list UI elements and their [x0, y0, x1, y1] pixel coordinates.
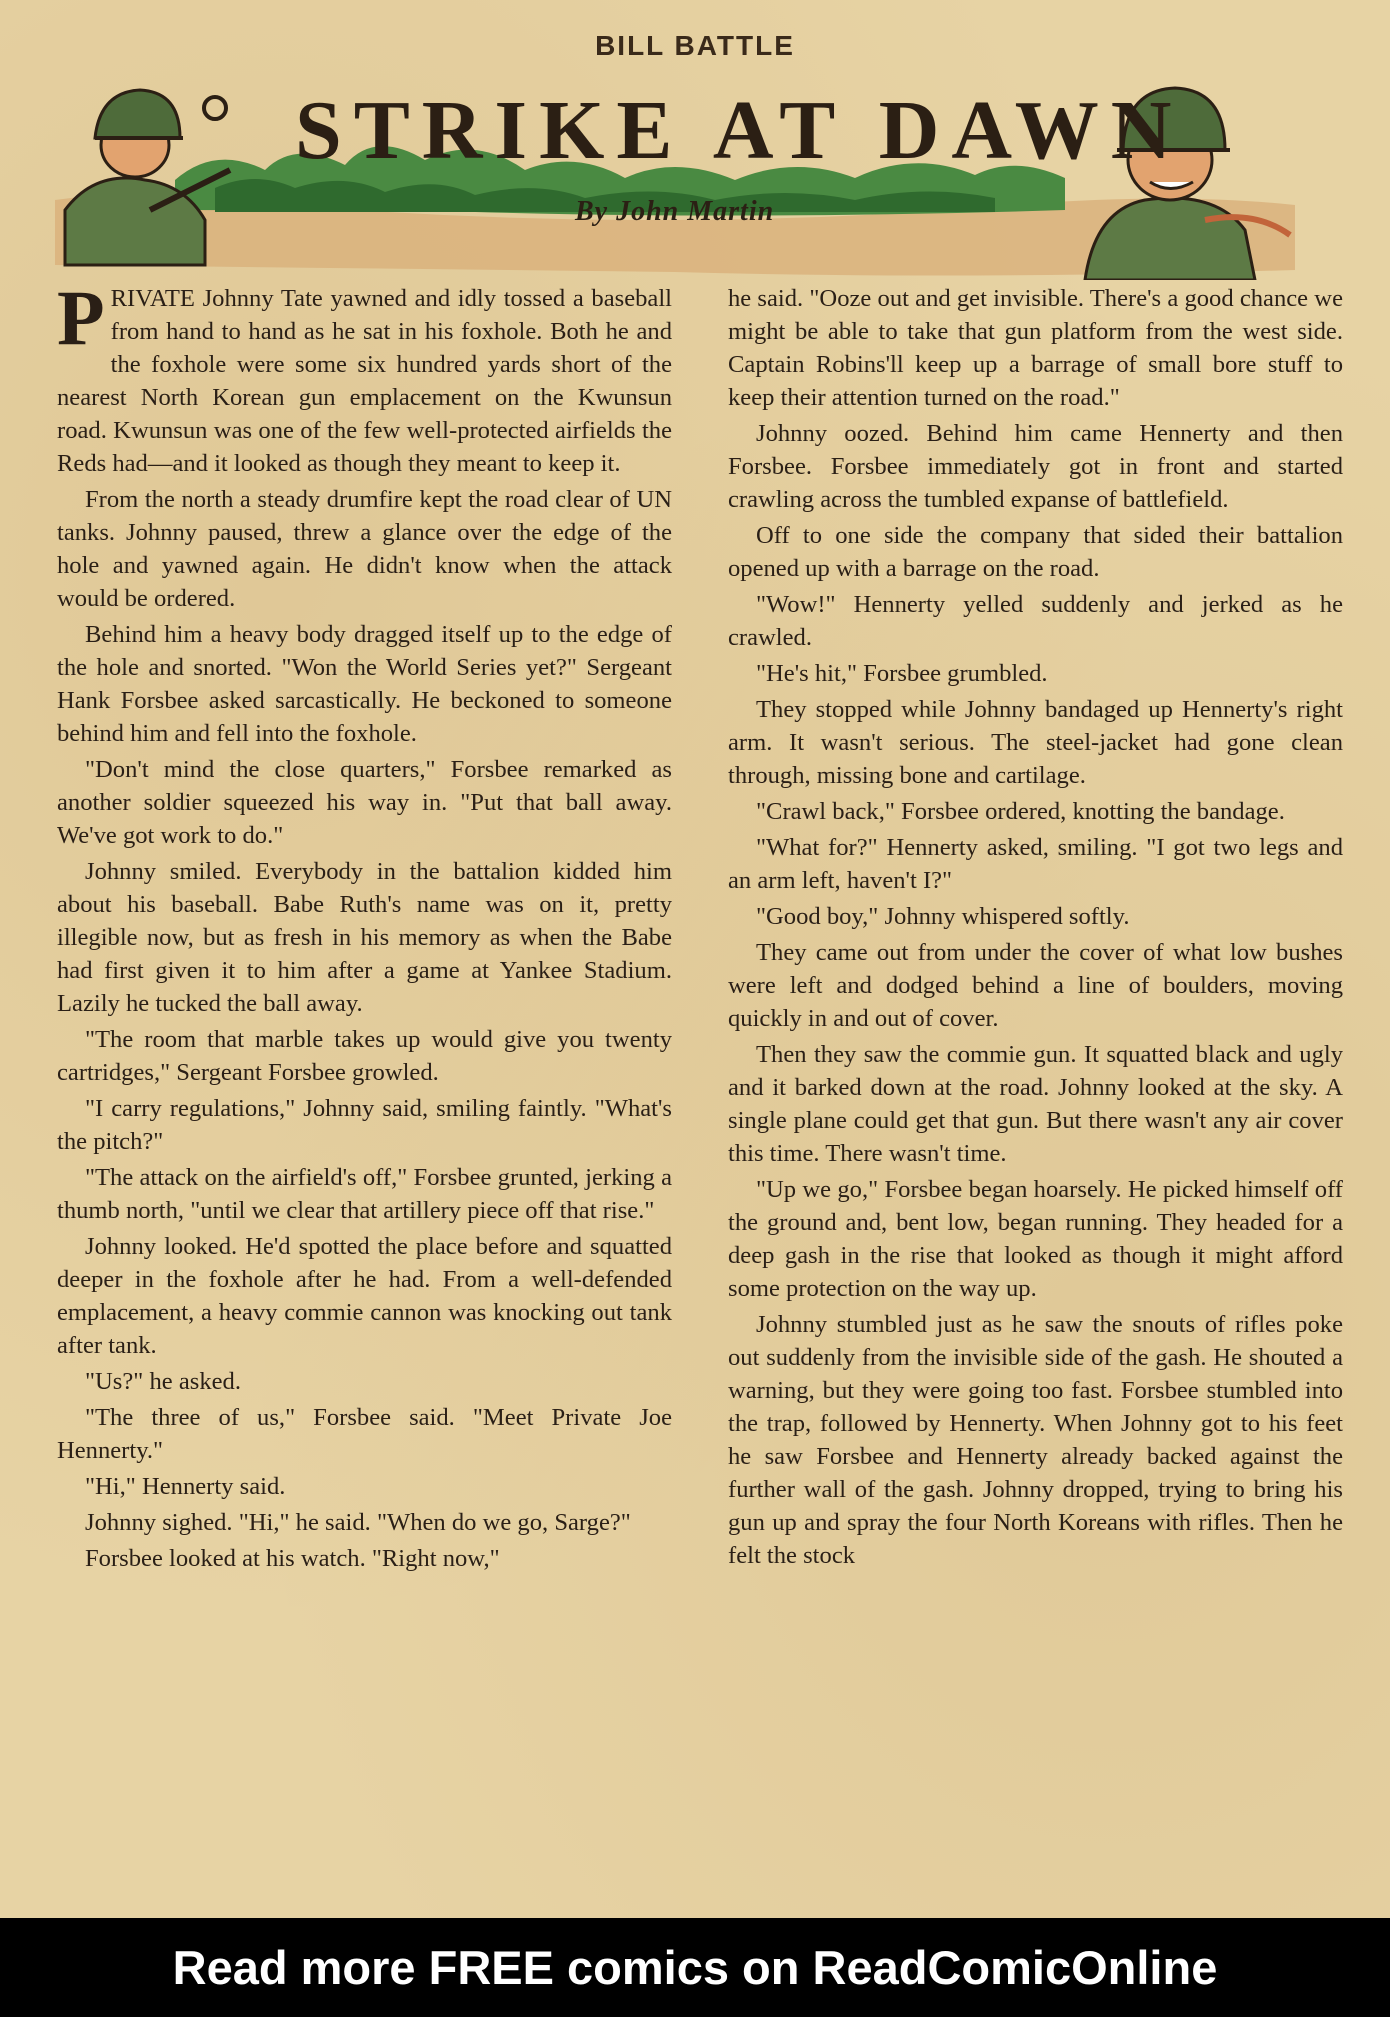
- paragraph: Johnny oozed. Behind him came Hennerty and then Forsbee. Forsbee immediately got in front and started crawling across the tumbled expanse of battlefield.: [728, 420, 1343, 513]
- paragraph: Behind him a heavy body dragged itself up to the edge of the hole and snorted. "Won the World Series yet?" Sergeant Hank Forsbee asked sarcastically. He beckoned to someone behind him and fell into the foxhole.: [57, 621, 672, 747]
- paragraph: Forsbee looked at his watch. "Right now,": [85, 1545, 500, 1572]
- paragraph: "Up we go," Forsbee began hoarsely. He picked himself off the ground and, bent low, began running. They headed for a deep gash in the rise that looked as though it might afford some protection on the way up.: [728, 1176, 1343, 1302]
- paragraph: "Don't mind the close quarters," Forsbee remarked as another soldier squeezed his way in. "Put that ball away. We've got work to do.": [57, 756, 672, 849]
- paragraph: "Wow!" Hennerty yelled suddenly and jerked as he crawled.: [728, 591, 1343, 651]
- story-title: STRIKE AT DAWN: [295, 84, 1184, 177]
- paragraph: They stopped while Johnny bandaged up Hennerty's right arm. It wasn't serious. The steel-jacket had gone clean through, missing bone and cartilage.: [728, 696, 1343, 789]
- left-column: [57, 274, 672, 1578]
- paragraph: "Crawl back," Forsbee ordered, knotting the bandage.: [756, 798, 1285, 825]
- paragraph: "He's hit," Forsbee grumbled.: [756, 660, 1048, 687]
- paragraph: From the north a steady drumfire kept the road clear of UN tanks. Johnny paused, threw a glance over the edge of the hole and yawned again. He didn't know when the attack would be ordered.: [57, 486, 672, 612]
- paragraph: "The attack on the airfield's off," Forsbee grunted, jerking a thumb north, "until we clear that artillery piece off that rise.": [57, 1164, 672, 1224]
- first-paragraph-text: RIVATE Johnny Tate yawned and idly tossed a baseball from hand to hand as he sat in his foxhole. Both he and the foxhole were some six hundred yards short of the nearest North Korean gun emplacement on the Kwunsun road. Kwunsun was one of the few well-protected airfields the Reds had—and it looked as though they meant to keep it.: [57, 285, 672, 477]
- first-paragraph: [57, 274, 672, 480]
- paragraph: Johnny looked. He'd spotted the place before and squatted deeper in the foxhole after he had. From a well-defended emplacement, a heavy commie cannon was knocking out tank after tank.: [57, 1233, 672, 1359]
- paragraph: Johnny smiled. Everybody in the battalion kidded him about his baseball. Babe Ruth's name was on it, pretty illegible now, but as fresh in his memory as when the Babe had first given it to him after a game at Yankee Stadium. Lazily he tucked the ball away.: [57, 858, 672, 1017]
- paragraph: Johnny sighed. "Hi," he said. "When do we go, Sarge?": [85, 1509, 631, 1536]
- paragraph: "What for?" Hennerty asked, smiling. "I got two legs and an arm left, haven't I?": [728, 834, 1343, 894]
- paragraph: "Us?" he asked.: [85, 1368, 241, 1395]
- paragraph: "The three of us," Forsbee said. "Meet Private Joe Hennerty.": [57, 1404, 672, 1464]
- story-byline: By John Martin: [575, 196, 775, 227]
- series-title: BILL BATTLE: [595, 30, 795, 61]
- right-column: [728, 282, 1343, 1575]
- paragraph: Off to one side the company that sided their battalion opened up with a barrage on the road.: [728, 522, 1343, 582]
- paragraph: "I carry regulations," Johnny said, smiling faintly. "What's the pitch?": [57, 1095, 672, 1155]
- title-banner: [55, 60, 1295, 280]
- drop-cap: P: [57, 274, 105, 361]
- paragraph: "The room that marble takes up would give you twenty cartridges," Sergeant Forsbee growled.: [57, 1026, 672, 1086]
- paragraph: "Hi," Hennerty said.: [85, 1473, 286, 1500]
- paragraph: he said. "Ooze out and get invisible. There's a good chance we might be able to take that gun platform from the west side. Captain Robins'll keep up a barrage of small bore stuff to keep their attention turned on the road.": [728, 285, 1343, 411]
- paragraph: Then they saw the commie gun. It squatted black and ugly and it barked down at the road. Johnny looked at the sky. A single plane could get that gun. But there wasn't any air cover this time. There wasn't time.: [728, 1041, 1343, 1167]
- paragraph: They came out from under the cover of what low bushes were left and dodged behind a line of boulders, moving quickly in and out of cover.: [728, 939, 1343, 1032]
- paragraph: "Good boy," Johnny whispered softly.: [756, 903, 1130, 930]
- promo-footer-link[interactable]: Read more FREE comics on ReadComicOnline: [0, 1918, 1390, 2017]
- paragraph: Johnny stumbled just as he saw the snouts of rifles poke out suddenly from the invisible side of the gash. He shouted a warning, but they were going too fast. Forsbee stumbled into the trap, followed by Hennerty. When Johnny got to his feet he saw Forsbee and Hennerty already backed against the further wall of the gash. Johnny dropped, trying to bring his gun up and spray the four North Koreans with rifles. Then he felt the stock: [728, 1311, 1343, 1569]
